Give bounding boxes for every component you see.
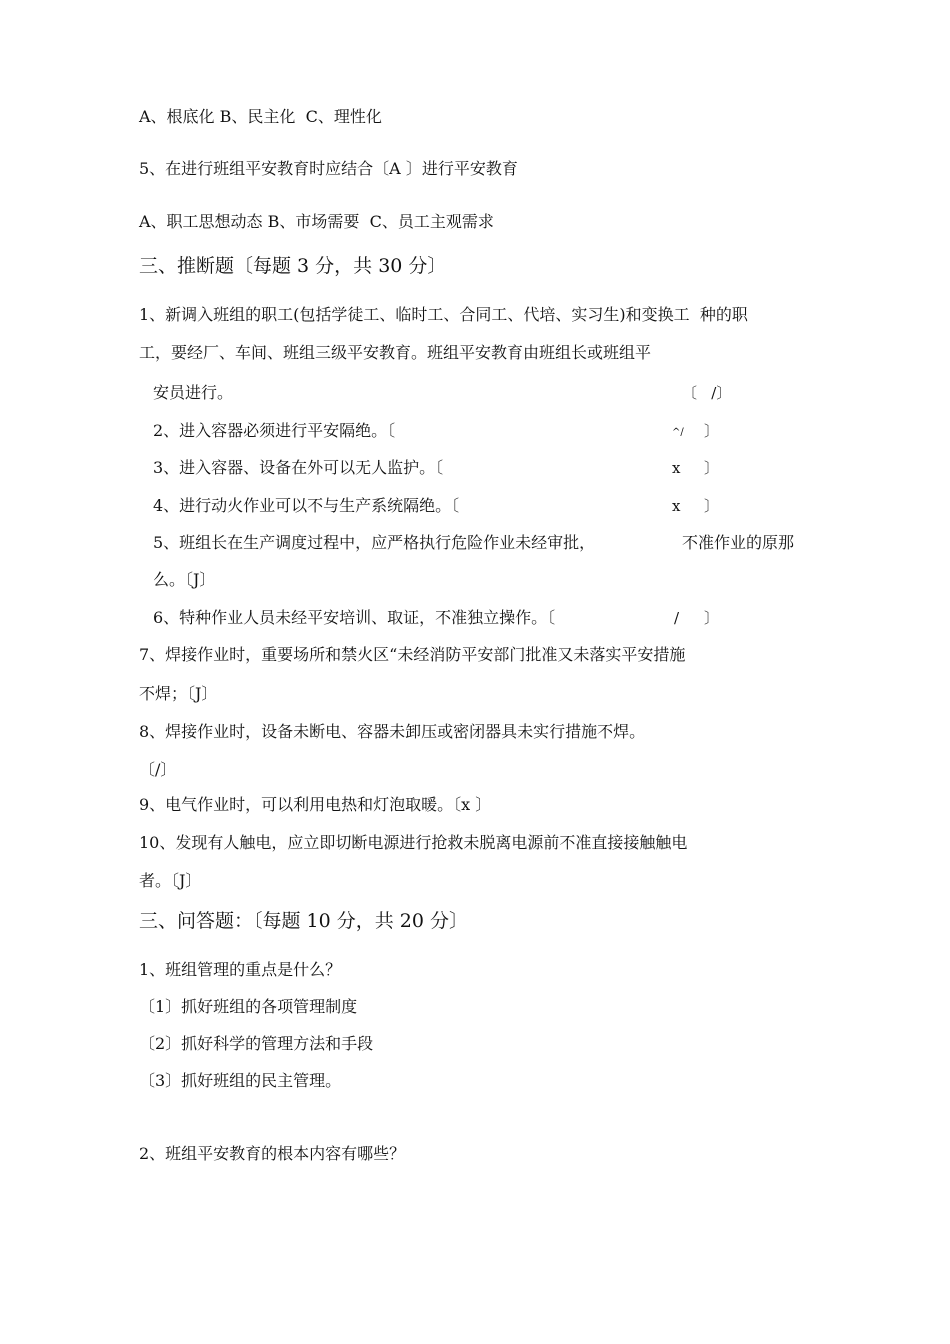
judgment-3: 3、进入容器、设备在外可以无人监护。〔 [153,458,444,477]
judgment-7-line-b: 不焊；〔J〕 [139,684,218,703]
judgment-5-line-b: 么。〔J〕 [153,570,216,589]
section-heading-judgment: 三、推断题〔每题 3 分，共 30 分〕 [139,255,447,277]
judgment-4: 4、进行动火作业可以不与生产系统隔绝。〔 [153,496,460,515]
judgment-9: 9、电气作业时，可以利用电热和灯泡取暖。〔x 〕 [139,795,492,814]
judgment-6-answer: / [674,609,680,627]
judgment-1-line-c: 安员进行。 [153,383,234,402]
qa-1-answer-1: 〔1〕抓好班组的各项管理制度 [139,997,358,1016]
judgment-8-line-b: 〔/〕 [139,760,177,779]
question-5: 5、在进行班组平安教育时应结合〔A 〕进行平安教育 [139,159,518,178]
judgment-2: 2、进入容器必须进行平安隔绝。〔 [153,421,396,440]
judgment-6: 6、特种作业人员未经平安培训、取证，不准独立操作。〔 [153,608,556,627]
section-heading-qa: 三、问答题：〔每题 10 分，共 20 分〕 [139,910,469,932]
qa-2-question: 2、班组平安教育的根本内容有哪些？ [139,1144,406,1163]
judgment-1-answer: 〔 /〕 [682,384,732,402]
judgment-5-line-a: 5、班组长在生产调度过程中，应严格执行危险作业未经审批， [153,533,596,552]
judgment-4-answer: x [672,497,681,515]
options-line-5: A、职工思想动态 B、市场需要 C、员工主观需求 [139,212,494,231]
judgment-7-line-a: 7、焊接作业时，重要场所和禁火区“未经消防平安部门批准又未落实平安措施 [139,645,686,664]
judgment-5-line-a-end: 不准作业的原那 [682,533,795,552]
judgment-10-line-a: 10、发现有人触电，应立即切断电源进行抢救未脱离电源前不准直接接触触电 [139,833,688,852]
judgment-3-answer: x [672,459,681,477]
qa-1-answer-2: 〔2〕抓好科学的管理方法和手段 [139,1034,374,1053]
qa-1-answer-3: 〔3〕抓好班组的民主管理。 [139,1071,342,1090]
judgment-1-line-a: 1、新调入班组的职工(包括学徒工、临时工、合同工、代培、实习生)和变换工 种的职 [139,305,748,324]
qa-1-question: 1、班组管理的重点是什么？ [139,960,342,979]
judgment-2-close: 〕 [704,422,720,440]
judgment-2-answer: ^/ [672,427,684,438]
judgment-10-line-b: 者。〔J〕 [139,871,202,890]
judgment-1-line-b: 工，要经厂、车间、班组三级平安教育。班组平安教育由班组长或班组平 [139,343,652,362]
judgment-4-close: 〕 [704,497,720,515]
judgment-8-line-a: 8、焊接作业时，设备未断电、容器未卸压或密闭器具未实行措施不焊。 [139,722,646,741]
judgment-3-close: 〕 [704,459,720,477]
options-line-4: A、根底化 B、民主化 C、理性化 [139,107,382,126]
judgment-6-close: 〕 [704,609,720,627]
